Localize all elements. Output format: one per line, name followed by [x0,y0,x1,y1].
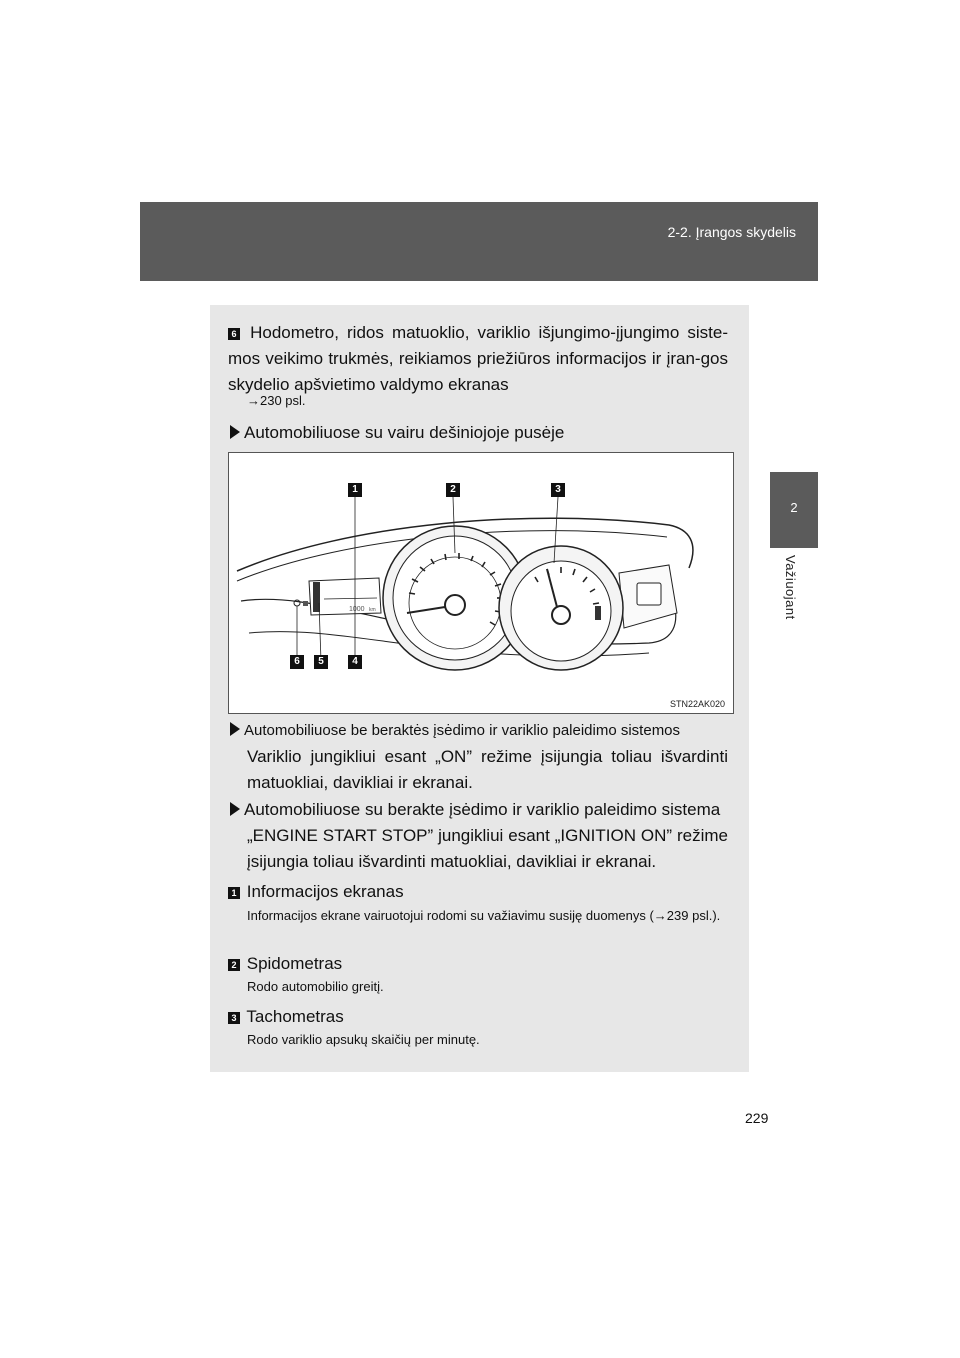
with-key-text: „ENGINE START STOP” jungikliui esant „IGNITION ON” režime įsijungia toliau išvardinti matuokliai, davikliai ir ekranai. [247,826,728,871]
callout-2: 2 [446,483,460,497]
item3-heading [228,1004,728,1030]
triangle-bullet-icon [230,425,240,439]
item1-badge: 1 [228,887,240,899]
item3-badge: 3 [228,1012,240,1024]
header-band [140,202,818,281]
item2-desc: Rodo automobilio greitį. [247,979,384,994]
item3-desc: Rodo variklio apsukų skaičių per minutę. [247,1032,480,1047]
page-number: 229 [745,1110,769,1126]
item2-badge: 2 [228,959,240,971]
no-key-text: Variklio jungikliui esant „ON” režime įsijungia toliau išvardinti matuokliai, davikliai ir ekranai. [247,747,728,792]
item2-heading [228,951,728,977]
triangle-bullet-icon [230,722,240,736]
instrument-cluster-figure [228,452,734,714]
item1-desc: Informacijos ekrane vairuotojui rodomi su važiavimu susiję duomenys (→239 psl.). [247,908,721,923]
no-key-heading: Automobiliuose be beraktės įsėdimo ir variklio paleidimo sistemos [230,718,730,744]
section-title: 2-2. Įrangos skydelis [667,224,796,240]
cluster-illustration [229,453,733,713]
chapter-number: 2 [790,500,798,515]
callout-1: 1 [348,483,362,497]
item1-title: Informacijos ekranas [246,882,404,901]
item6-title: Hodometro, ridos matuoklio, variklio išjungimo-įjungimo siste-mos veikimo trukmės, reikiamos priežiūros informacijos ir įran-gos skydelio apšvietimo valdymo ekranas [228,323,728,394]
item2-title: Spidometras [246,954,343,973]
rhd-heading: Automobiliuose su vairu dešiniojoje pusėje [230,420,730,446]
item6-block [228,320,728,398]
callout-6: 6 [290,655,304,669]
triangle-bullet-icon [230,802,240,816]
callout-5: 5 [314,655,328,669]
chapter-tab [770,472,818,548]
callout-3: 3 [551,483,565,497]
odo-value: 1000 [349,606,365,613]
with-key-heading: Automobiliuose su berakte įsėdimo ir variklio paleidimo sistema [230,797,730,823]
item6-badge: 6 [228,328,240,340]
item3-title: Tachometras [246,1007,344,1026]
odo-unit: km [369,607,376,613]
figure-code: STN22AK020 [669,699,725,709]
item6-ref: →230 psl. [247,393,306,408]
item1-heading [228,879,728,905]
chapter-label: Važiuojant [783,555,798,620]
callout-4: 4 [348,655,362,669]
